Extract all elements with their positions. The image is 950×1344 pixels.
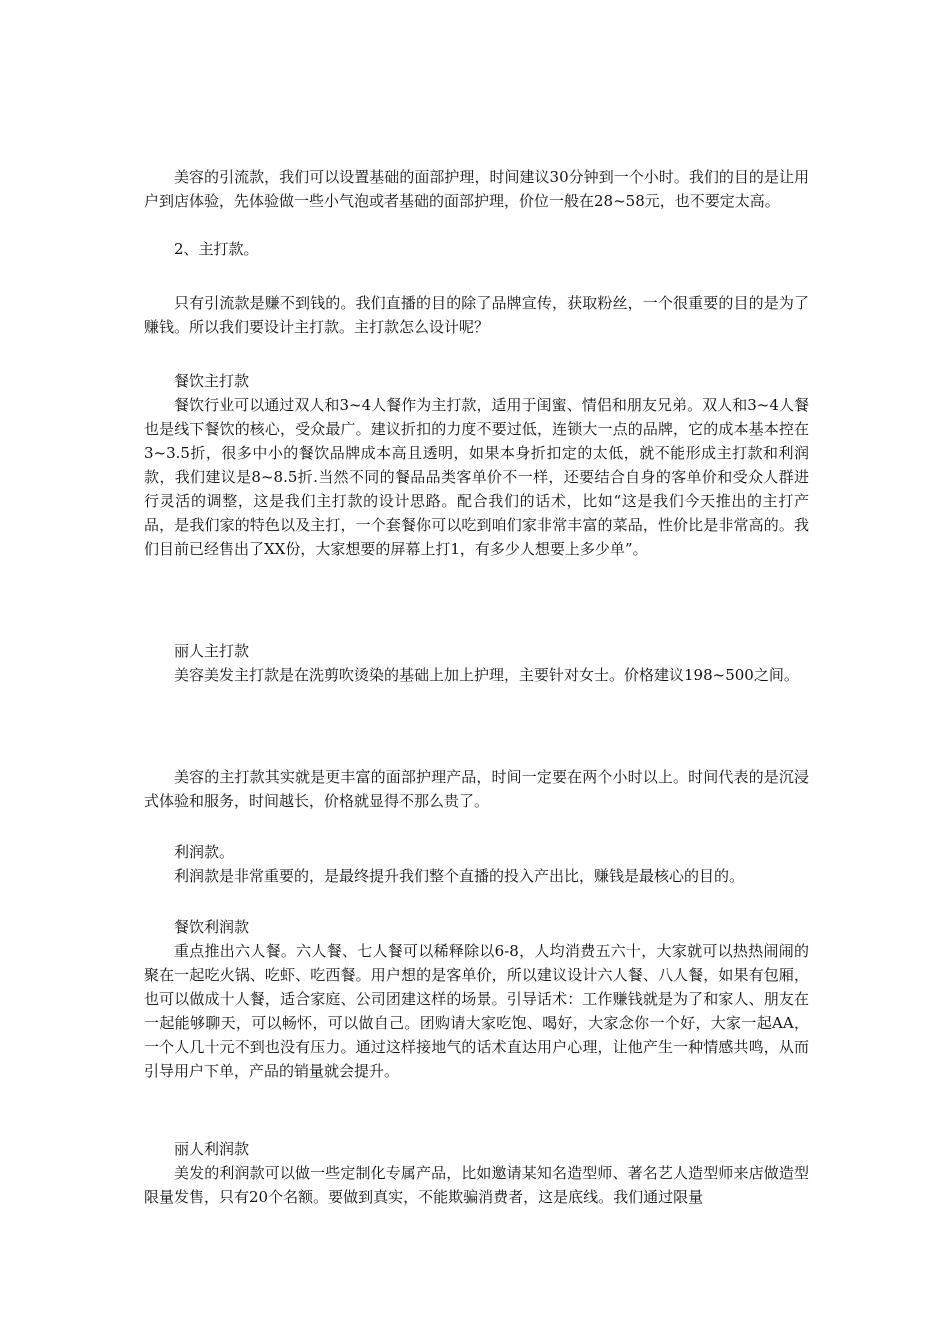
subheading-beauty-main-item: 丽人主打款	[174, 642, 250, 660]
paragraph-hair-profit-item: 美发的利润款可以做一些定制化专属产品，比如邀请某知名造型师、著名艺人造型师来店做造型限量发售，只有20个名额。要做到真实，不能欺骗消费者，这是底线。我们通过限量	[144, 1164, 809, 1206]
paragraph-beauty-traffic-item: 美容的引流款，我们可以设置基础的面部护理，时间建议30分钟到一个小时。我们的目的是让用户到店体验，先体验做一些小气泡或者基础的面部护理，价位一般在28~58元，也不要定太高。	[144, 168, 809, 210]
paragraph-main-item-intro: 只有引流款是赚不到钱的。我们直播的目的除了品牌宣传，获取粉丝，一个很重要的目的是为了赚钱。所以我们要设计主打款。主打款怎么设计呢？	[144, 294, 809, 336]
section-heading-profit-item: 利润款。	[174, 843, 235, 861]
paragraph-beauty-facial-main-item: 美容的主打款其实就是更丰富的面部护理产品，时间一定要在两个小时以上。时间代表的是沉浸式体验和服务，时间越长，价格就显得不那么贵了。	[144, 768, 809, 810]
subheading-catering-main-item: 餐饮主打款	[174, 372, 250, 390]
subheading-catering-profit-item: 餐饮利润款	[174, 918, 250, 936]
section-heading-main-item: 2、主打款。	[174, 240, 259, 258]
paragraph-catering-main-item: 餐饮行业可以通过双人和3~4人餐作为主打款，适用于闺蜜、情侣和朋友兄弟。双人和3~4人餐也是线下餐饮的核心，受众最广。建议折扣的力度不要过低，连锁大一点的品牌，它的成本基本控在3~3.5折，很多中小的餐饮品牌成本高且透明，如果本身折扣定的太低，就不能形成主打款和利润款，我们建议是8~8.5折.当然不同的餐品品类客单价不一样，还要结合自身的客单价和受众人群进行灵活的调整，这是我们主打款的设计思路。配合我们的话术，比如“这是我们今天推出的主打产品，是我们家的特色以及主打，一个套餐你可以吃到咱们家非常丰富的菜品，性价比是非常高的。我们目前已经售出了XX份，大家想要的屏幕上打1，有多少人想要上多少单”。	[144, 396, 809, 558]
paragraph-beauty-hair-main-item: 美容美发主打款是在洗剪吹烫染的基础上加上护理，主要针对女士。价格建议198~500之间。	[174, 666, 799, 684]
subheading-beauty-profit-item: 丽人利润款	[174, 1140, 250, 1158]
paragraph-profit-item-intro: 利润款是非常重要的，是最终提升我们整个直播的投入产出比，赚钱是最核心的目的。	[174, 867, 745, 885]
paragraph-catering-profit-item: 重点推出六人餐。六人餐、七人餐可以稀释除以6-8，人均消费五六十，大家就可以热热闹闹的聚在一起吃火锅、吃虾、吃西餐。用户想的是客单价，所以建议设计六人餐、八人餐，如果有包厢，也可以做成十人餐，适合家庭、公司团建这样的场景。引导话术：工作赚钱就是为了和家人、朋友在一起能够聊天，可以畅怀，可以做自己。团购请大家吃饱、喝好，大家念你一个好，大家一起AA，一个人几十元不到也没有压力。通过这样接地气的话术直达用户心理，让他产生一种情感共鸣，从而引导用户下单，产品的销量就会提升。	[144, 942, 809, 1080]
